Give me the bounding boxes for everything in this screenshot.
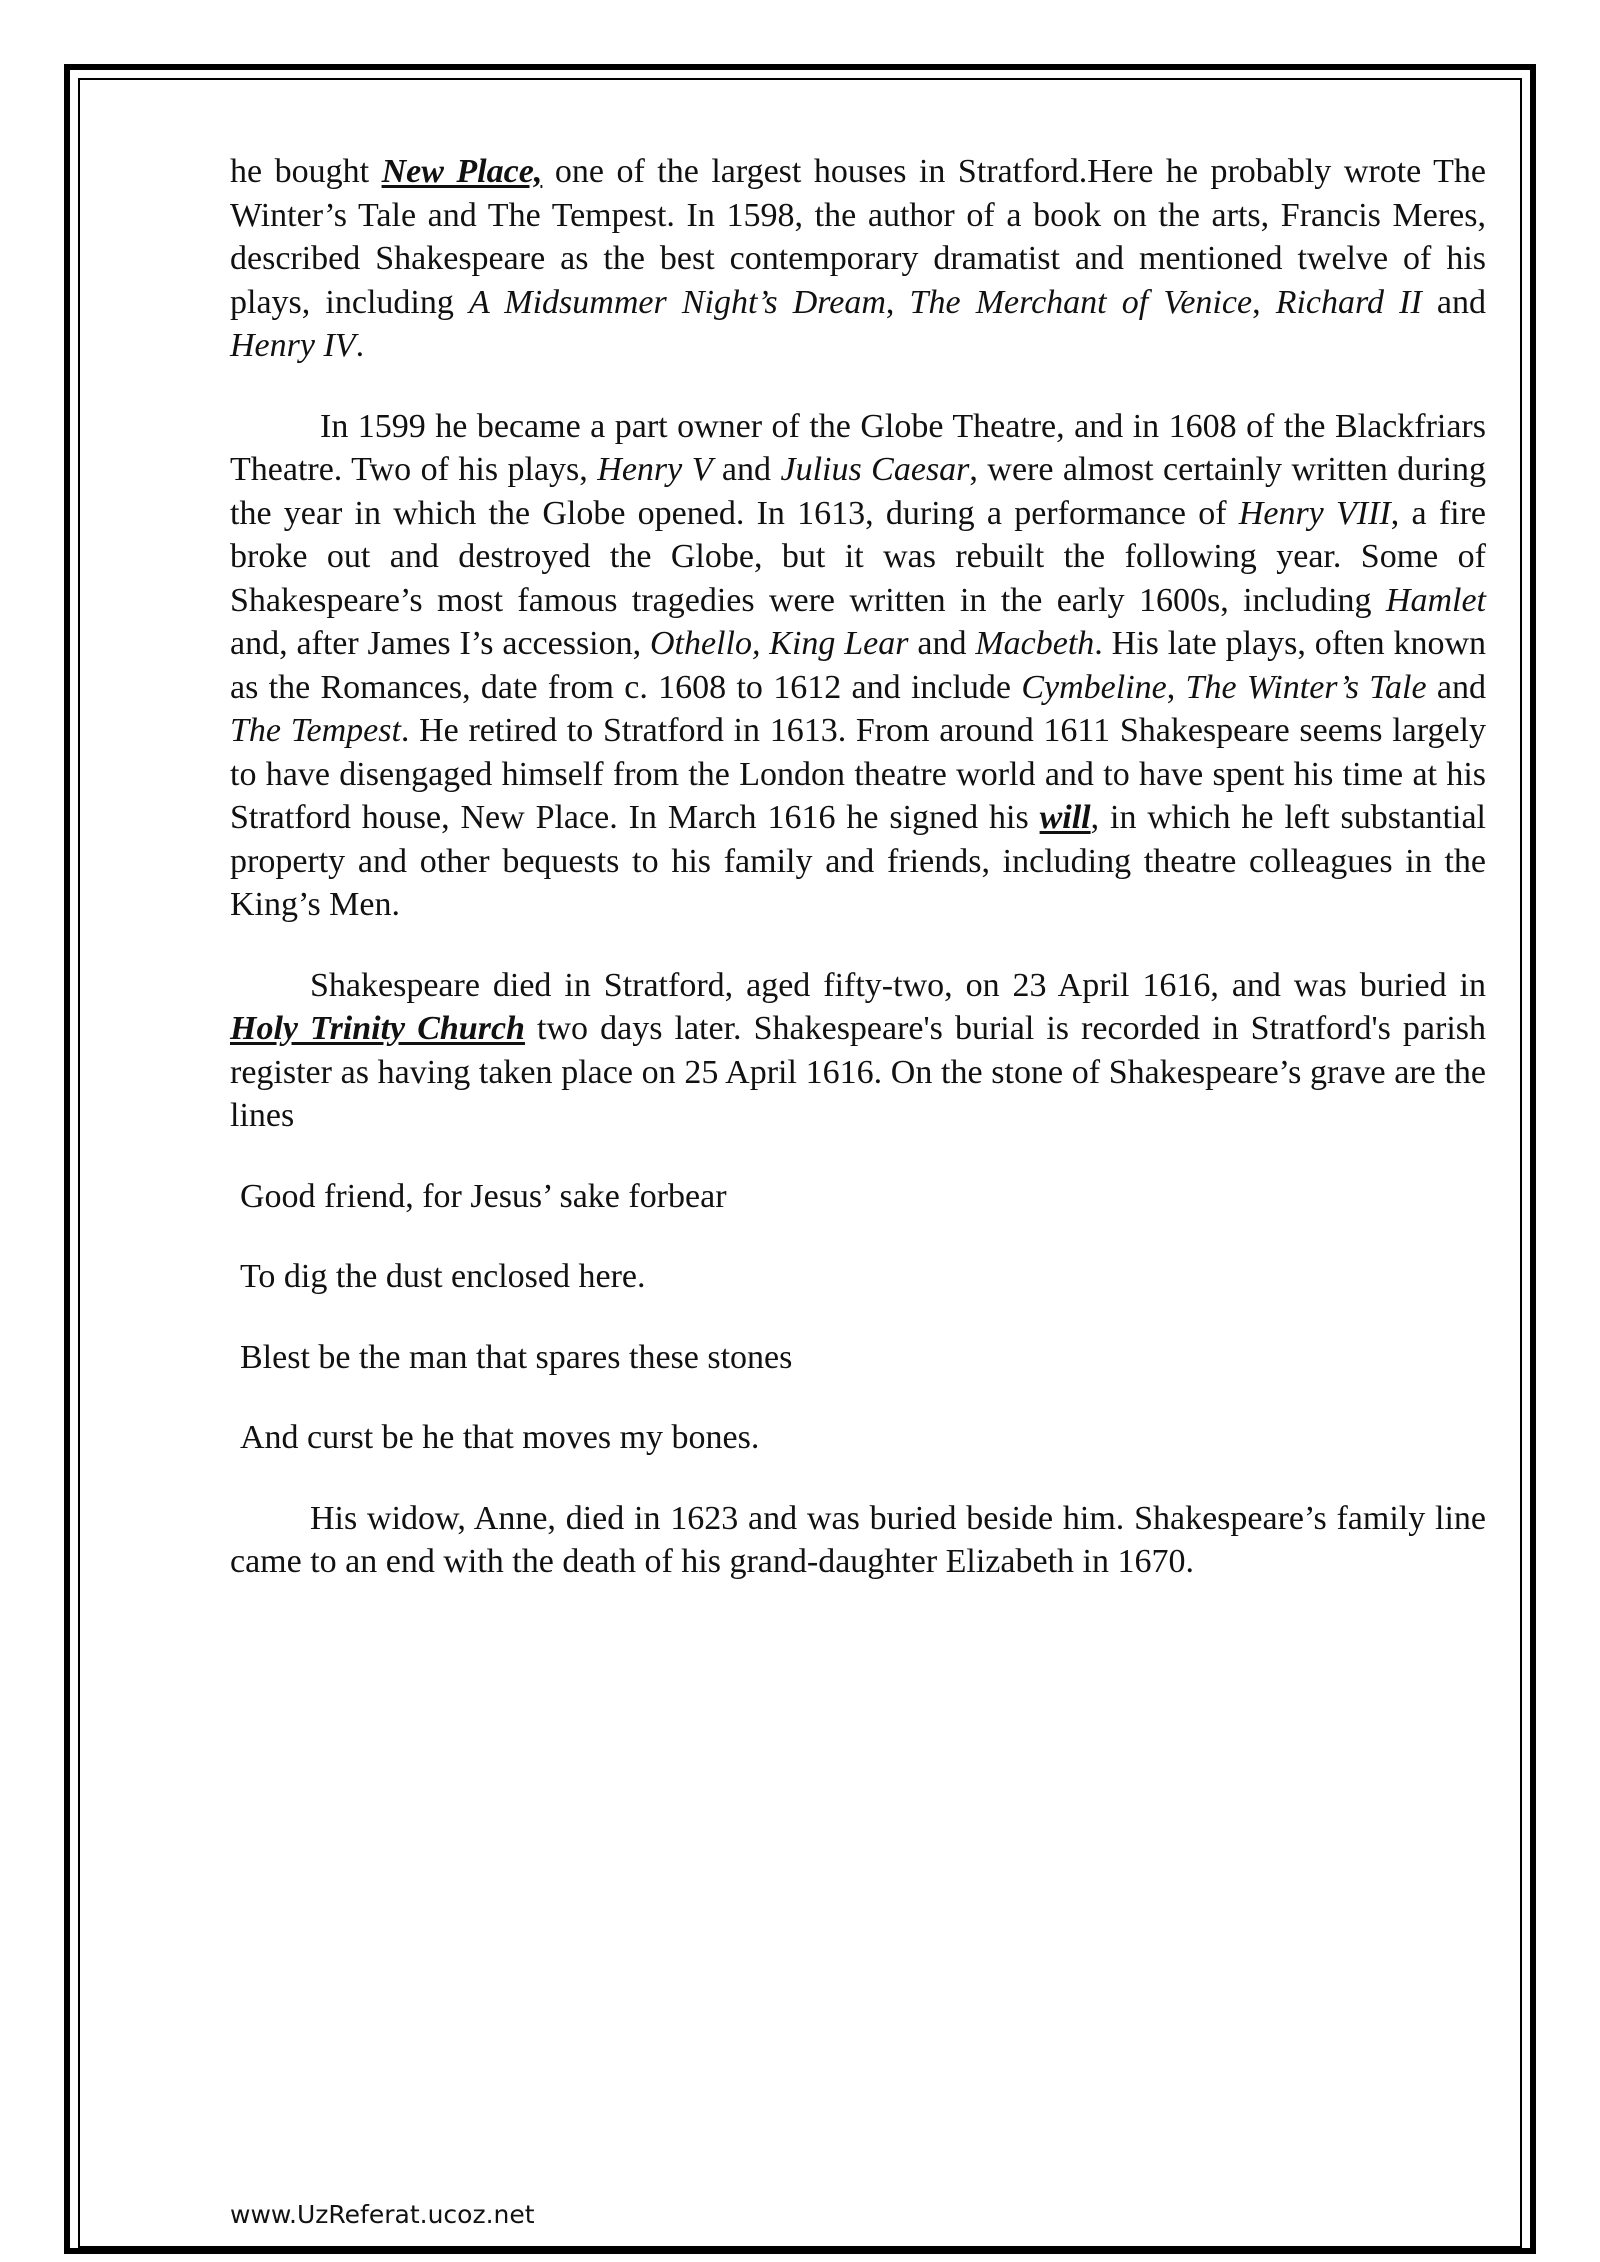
text: one of the largest houses in Stratford.Here he probably wrote The Winter’s Tale and The Tempest. In 1598, the author of a book on the arts, Francis Meres, described Shakespeare as the best contemporary dramatist and mentioned twelve of his plays, including <box>230 153 1487 321</box>
text: In 1599 he became a part owner of the Globe Theatre, and in 1608 of the Blackfriars Theatre. Two of his plays, <box>230 407 1486 488</box>
play-title: The Merchant of Venice <box>909 283 1253 321</box>
text: and <box>908 625 976 662</box>
play-title: Julius Caesar <box>780 451 970 488</box>
play-title: Richard II <box>1275 283 1422 321</box>
verse-line: To dig the dust enclosed here. <box>240 1258 646 1295</box>
verse-line: And curst be he that moves my bones. <box>240 1419 760 1456</box>
text: , <box>1252 283 1276 321</box>
text: two days later. Shakespeare's burial is recorded in Stratford's parish register as having taken place on 25 April 1616. On the stone of Shakespeare’s grave are the lines <box>230 1010 1486 1134</box>
play-title: Othello, King Lear <box>649 625 909 662</box>
text: . He retired to Stratford in 1613. From around 1611 Shakespeare seems largely to have disengaged himself from the London theatre world and to have spent his time at his Stratford house, New Place. In March 1616 he signed his <box>230 712 1487 836</box>
verse-line: Good friend, for Jesus’ sake forbear <box>240 1177 727 1215</box>
text: . <box>355 327 365 364</box>
footer-url[interactable]: www.UzReferat.ucoz.net <box>230 2200 535 2229</box>
play-title: A Midsummer Night’s Dream <box>468 283 886 321</box>
play-title: The Tempest <box>230 712 401 749</box>
play-title: The Winter’s Tale <box>1185 668 1427 706</box>
play-title: Henry VIII <box>1238 494 1391 532</box>
text: , in which he left substantial property and other bequests to his family and friends, including theatre colleagues in the King’s Men. <box>230 799 1486 923</box>
play-title: Hamlet <box>1385 581 1486 619</box>
text: and <box>712 451 781 488</box>
play-title: Henry V <box>597 451 713 488</box>
document-body <box>230 150 1486 1621</box>
text: , <box>885 283 910 321</box>
paragraph-death <box>230 964 1486 1138</box>
text: . His late plays, often known as the Romances, date from c. 1608 to 1612 and include <box>230 625 1486 706</box>
text: and <box>1421 283 1486 321</box>
play-title: Cymbeline <box>1021 668 1167 706</box>
new-place-link[interactable]: New Place, <box>381 153 543 190</box>
paragraph-widow: His widow, Anne, died in 1623 and was buried beside him. Shakespeare’s family line came to an end with the death of his grand-daughter Elizabeth in 1670. <box>230 1499 1486 1580</box>
text: Shakespeare died in Stratford, aged fifty-two, on 23 April 1616, and was buried in <box>310 966 1486 1004</box>
will-link[interactable]: will <box>1039 799 1091 836</box>
text: he bought <box>230 153 382 190</box>
paragraph-new-place <box>230 150 1486 368</box>
verse-line: Blest be the man that spares these stones <box>240 1338 793 1376</box>
text: and, after James I’s accession, <box>230 625 650 662</box>
text: and <box>1426 668 1486 706</box>
play-title: Henry IV <box>230 327 356 364</box>
paragraph-globe-theatre <box>230 405 1486 927</box>
holy-trinity-church-link[interactable]: Holy Trinity Church <box>230 1010 525 1047</box>
text: , <box>1166 668 1186 706</box>
play-title: Macbeth <box>975 625 1095 662</box>
text: , a fire broke out and destroyed the Globe, but it was rebuilt the following year. Some of Shakespeare’s most famous tragedies were written in the early 1600s, including <box>230 494 1487 619</box>
text: , were almost certainly written during the year in which the Globe opened. In 1613, during a performance of <box>230 451 1486 532</box>
